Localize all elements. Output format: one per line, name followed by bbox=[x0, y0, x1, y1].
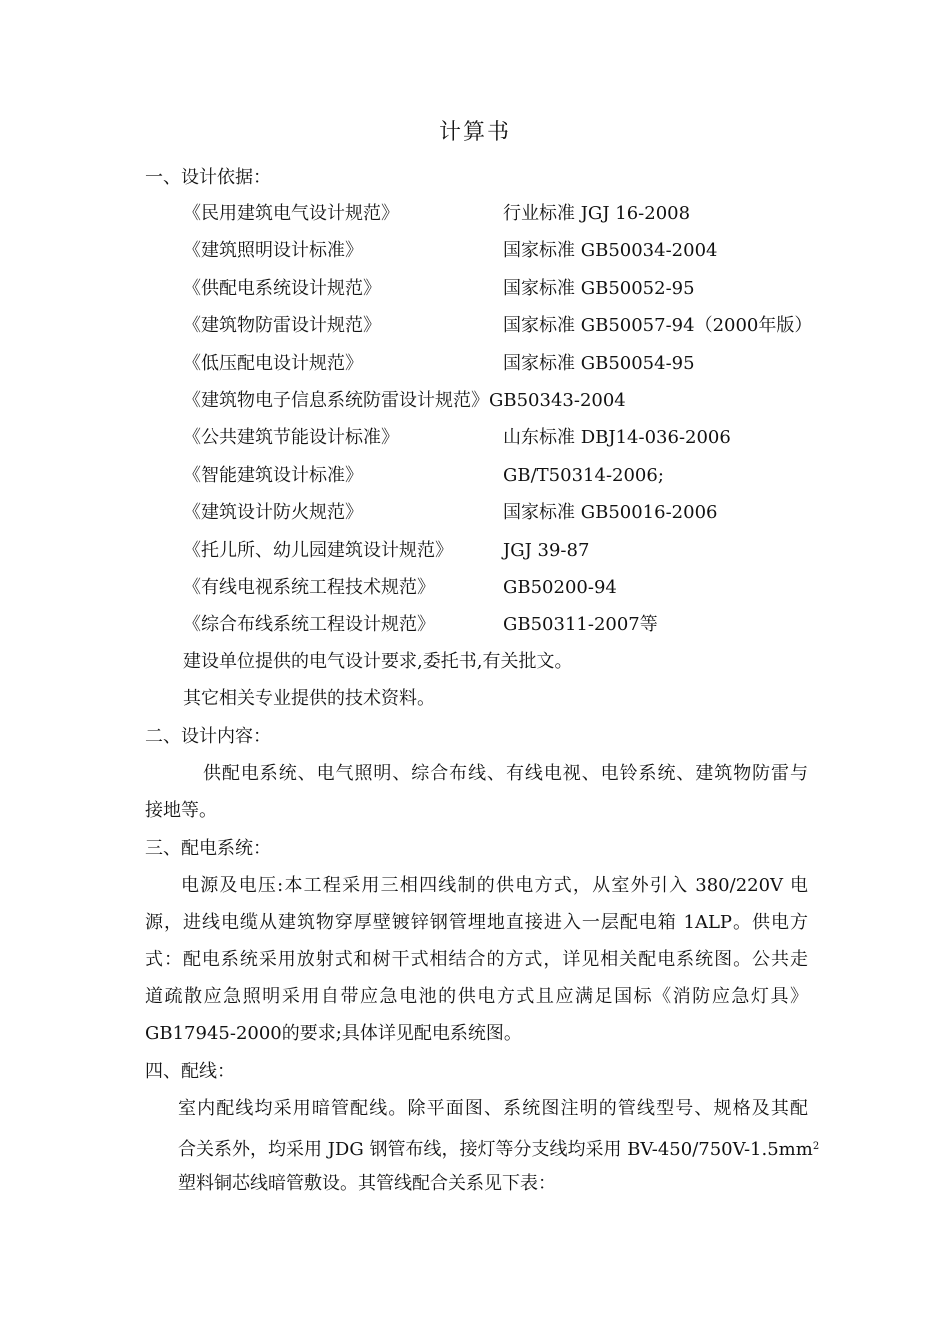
distribution-line-5: GB17945-2000的要求;具体详见配电系统图。 bbox=[145, 1023, 522, 1044]
standard-name: 《综合布线系统工程设计规范》 bbox=[183, 614, 435, 635]
wiring-line-2-text: 合关系外，均采用 JDG 钢管布线，接灯等分支线均采用 BV-450/750V-1.5mm bbox=[178, 1139, 813, 1160]
section-heading-wiring: 四、配线： bbox=[145, 1061, 235, 1082]
note-other-materials: 其它相关专业提供的技术资料。 bbox=[183, 688, 435, 709]
standard-code: 国家标准 GB50016-2006 bbox=[503, 502, 718, 523]
standard-name: 《供配电系统设计规范》 bbox=[183, 278, 381, 299]
section-heading-distribution-system: 三、配电系统： bbox=[145, 838, 271, 859]
standard-name: 《公共建筑节能设计标准》 bbox=[183, 427, 399, 448]
distribution-line-2: 源，进线电缆从建筑物穿厚壁镀锌钢管埋地直接进入一层配电箱 1ALP。供电方 bbox=[145, 912, 808, 933]
note-client-requirements: 建设单位提供的电气设计要求,委托书,有关批文。 bbox=[183, 651, 573, 672]
standard-name: 《民用建筑电气设计规范》 bbox=[183, 203, 399, 224]
section-heading-design-basis: 一、设计依据： bbox=[145, 167, 271, 188]
standard-code: 山东标准 DBJ14-036-2006 bbox=[503, 427, 731, 448]
standard-code: 国家标准 GB50052-95 bbox=[503, 278, 695, 299]
standard-code: GB50311-2007等 bbox=[503, 614, 658, 635]
standard-code: 国家标准 GB50057-94（2000年版） bbox=[503, 315, 813, 336]
standard-name: 《建筑照明设计标准》 bbox=[183, 240, 363, 261]
design-content-line-1: 供配电系统、电气照明、综合布线、有线电视、电铃系统、建筑物防雷与 bbox=[203, 763, 808, 784]
standard-code: 行业标准 JGJ 16-2008 bbox=[503, 203, 691, 224]
document-title: 计算书 bbox=[438, 120, 511, 145]
standard-name: 《低压配电设计规范》 bbox=[183, 353, 363, 374]
standard-name: 《建筑设计防火规范》 bbox=[183, 502, 363, 523]
standard-code: JGJ 39-87 bbox=[503, 540, 590, 561]
distribution-line-1: 电源及电压:本工程采用三相四线制的供电方式，从室外引入 380/220V 电 bbox=[181, 875, 809, 896]
standard-name: 《有线电视系统工程技术规范》 bbox=[183, 577, 435, 598]
design-content-line-2: 接地等。 bbox=[145, 800, 217, 821]
standard-code: GB/T50314-2006; bbox=[503, 465, 664, 486]
standard-code: 国家标准 GB50054-95 bbox=[503, 353, 695, 374]
distribution-line-3: 式：配电系统采用放射式和树干式相结合的方式，详见相关配电系统图。公共走 bbox=[145, 949, 808, 970]
distribution-line-4: 道疏散应急照明采用自带应急电池的供电方式且应满足国标《消防应急灯具》 bbox=[145, 986, 808, 1007]
standard-name: 《智能建筑设计标准》 bbox=[183, 465, 363, 486]
standard-name: 《建筑物电子信息系统防雷设计规范》GB50343-2004 bbox=[183, 390, 626, 411]
standard-name: 《建筑物防雷设计规范》 bbox=[183, 315, 381, 336]
section-heading-design-content: 二、设计内容： bbox=[145, 726, 271, 747]
standard-code: 国家标准 GB50034-2004 bbox=[503, 240, 718, 261]
standard-code: GB50200-94 bbox=[503, 577, 617, 598]
standard-name: 《托儿所、幼儿园建筑设计规范》 bbox=[183, 540, 453, 561]
wiring-line-2 bbox=[178, 1135, 819, 1162]
wiring-line-2-superscript: 2 bbox=[812, 1141, 820, 1152]
wiring-line-3: 塑料铜芯线暗管敷设。其管线配合关系见下表： bbox=[178, 1173, 556, 1194]
wiring-line-1: 室内配线均采用暗管配线。除平面图、系统图注明的管线型号、规格及其配 bbox=[178, 1098, 808, 1119]
